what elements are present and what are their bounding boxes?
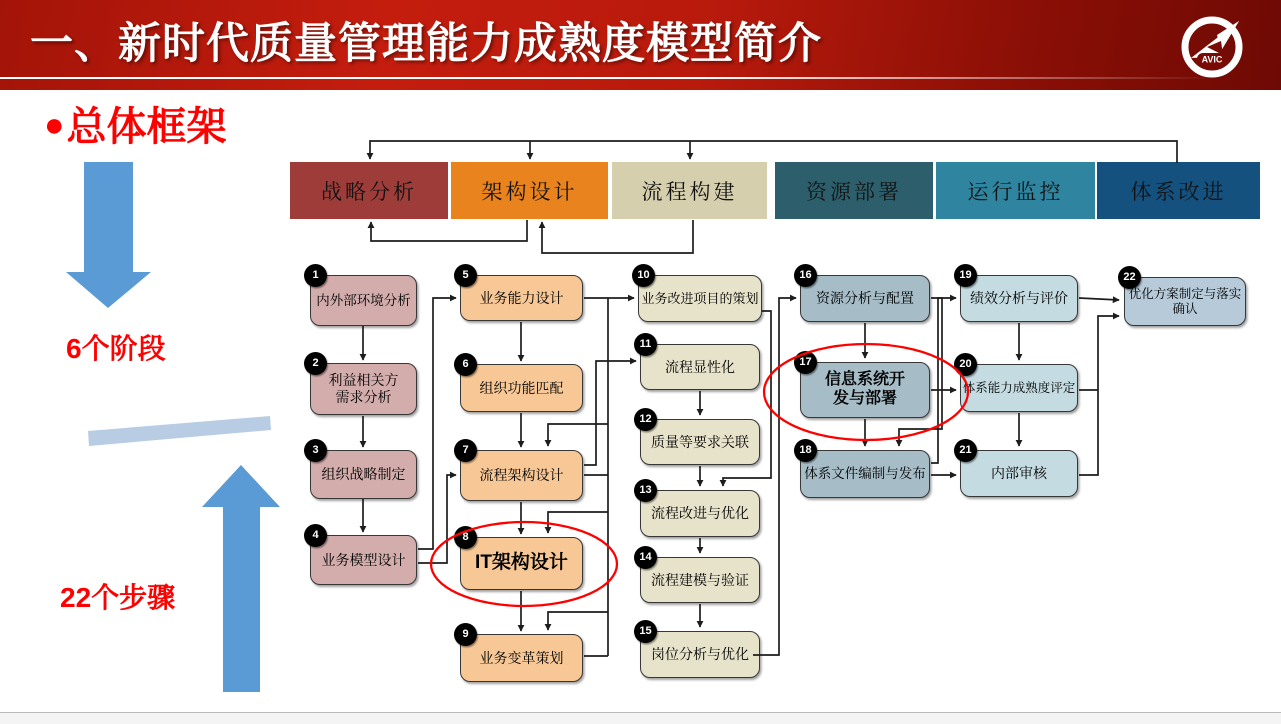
bullet-icon: ● bbox=[44, 106, 65, 144]
slide-footer-strip bbox=[0, 712, 1281, 724]
step-number-badge: 10 bbox=[632, 264, 655, 287]
flow-node-8 bbox=[460, 531, 583, 590]
flow-node-label: 流程改进与优化 bbox=[651, 505, 749, 522]
phase-box-5 bbox=[936, 162, 1095, 219]
flow-node-label: 确认 bbox=[1172, 301, 1198, 316]
flow-node-4 bbox=[310, 529, 417, 585]
flow-node-label: 绩效分析与评价 bbox=[970, 290, 1068, 307]
flow-node-label: 发与部署 bbox=[832, 390, 897, 407]
step-number-badge: 18 bbox=[794, 439, 817, 462]
flow-node-label: 质量等要求关联 bbox=[651, 433, 749, 450]
phase-label: 运行监控 bbox=[967, 180, 1064, 204]
step-number-badge: 21 bbox=[954, 439, 977, 462]
phase-label: 资源部署 bbox=[806, 180, 902, 204]
flow-node-label: 优化方案制定与落实 bbox=[1128, 286, 1242, 301]
flow-node-2 bbox=[310, 357, 417, 415]
flow-node-3 bbox=[310, 444, 417, 499]
phase-box-1 bbox=[290, 162, 448, 219]
flow-node-20 bbox=[959, 358, 1078, 412]
flow-node-label: 利益相关方 bbox=[328, 372, 399, 389]
step-number-badge: 9 bbox=[454, 623, 477, 646]
step-number-badge: 12 bbox=[634, 408, 657, 431]
flow-node-label: 组织战略制定 bbox=[321, 466, 406, 483]
flow-node-label: 内部审核 bbox=[991, 465, 1047, 482]
phase-box-2 bbox=[451, 162, 608, 219]
flow-node-label: 岗位分析与优化 bbox=[651, 646, 749, 663]
step-number-badge: 5 bbox=[454, 264, 477, 287]
step-number-badge: 14 bbox=[634, 546, 657, 569]
step-number-badge: 6 bbox=[454, 353, 477, 376]
step-number-badge: 20 bbox=[954, 353, 977, 376]
phase-label: 架构设计 bbox=[481, 180, 578, 204]
step-number-badge: 4 bbox=[304, 524, 327, 547]
flow-node-15 bbox=[639, 625, 760, 678]
step-number-badge: 19 bbox=[954, 264, 977, 287]
phase-box-3 bbox=[612, 162, 767, 219]
phase-box-4 bbox=[775, 162, 933, 219]
step-number-badge: 16 bbox=[794, 264, 817, 287]
flow-node-14 bbox=[639, 551, 760, 603]
flow-node-label: 流程建模与验证 bbox=[651, 571, 749, 588]
flow-node-18 bbox=[799, 444, 930, 498]
phase-label: 战略分析 bbox=[321, 180, 417, 204]
phase-label: 流程构建 bbox=[641, 180, 738, 204]
flow-node-12 bbox=[639, 413, 760, 465]
flow-node-5 bbox=[460, 269, 583, 321]
flow-node-11 bbox=[639, 338, 760, 390]
flow-node-16 bbox=[799, 269, 930, 322]
step-number-badge: 3 bbox=[304, 439, 327, 462]
steps-label: 22个步骤 bbox=[60, 582, 176, 613]
step-number-badge: 15 bbox=[634, 620, 657, 643]
flow-node-6 bbox=[460, 358, 583, 412]
flow-node-label: 业务能力设计 bbox=[479, 289, 564, 306]
flow-node-label: 组织功能匹配 bbox=[479, 379, 564, 396]
flow-node-1 bbox=[310, 269, 417, 326]
flow-node-label: 体系文件编制与发布 bbox=[804, 466, 926, 482]
flow-node-22 bbox=[1123, 271, 1246, 326]
flow-node-9 bbox=[460, 628, 583, 682]
flow-node-label: 流程架构设计 bbox=[479, 467, 564, 484]
flow-node-7 bbox=[460, 444, 583, 501]
step-number-badge: 13 bbox=[634, 479, 657, 502]
flow-node-10 bbox=[637, 269, 762, 322]
phase-box-6 bbox=[1097, 162, 1260, 219]
flow-node-label: 需求分析 bbox=[335, 389, 392, 405]
flow-node-19 bbox=[959, 269, 1078, 322]
flow-node-13 bbox=[639, 484, 760, 537]
page-title: 一、新时代质量管理能力成熟度模型简介 bbox=[30, 20, 822, 68]
flow-node-label: 内外部环境分析 bbox=[316, 292, 411, 308]
flow-node-label: 资源分析与配置 bbox=[816, 290, 914, 307]
step-number-badge: 8 bbox=[454, 526, 477, 549]
step-number-badge: 11 bbox=[634, 333, 657, 356]
flow-node-17 bbox=[799, 356, 930, 418]
flow-node-label: 业务模型设计 bbox=[321, 551, 406, 568]
step-number-badge: 2 bbox=[304, 352, 327, 375]
avic-logo-text: AVIC bbox=[1201, 54, 1223, 65]
section-title-text: 总体框架 bbox=[66, 105, 227, 149]
flow-node-label: 业务改进项目的策划 bbox=[641, 290, 759, 306]
step-number-badge: 7 bbox=[454, 439, 477, 462]
flow-node-label: IT架构设计 bbox=[475, 552, 568, 574]
flow-node-label: 流程显性化 bbox=[665, 358, 735, 375]
step-number-badge: 22 bbox=[1118, 266, 1141, 289]
flow-node-label: 业务变革策划 bbox=[479, 649, 564, 666]
phase-label: 体系改进 bbox=[1130, 180, 1227, 204]
flow-node-label: 体系能力成熟度评定 bbox=[962, 380, 1076, 395]
step-number-badge: 1 bbox=[304, 264, 327, 287]
stages-label: 6个阶段 bbox=[66, 333, 166, 364]
flow-node-label: 信息系统开 bbox=[824, 371, 905, 389]
step-number-badge: 17 bbox=[794, 351, 817, 374]
flow-node-21 bbox=[959, 444, 1078, 497]
